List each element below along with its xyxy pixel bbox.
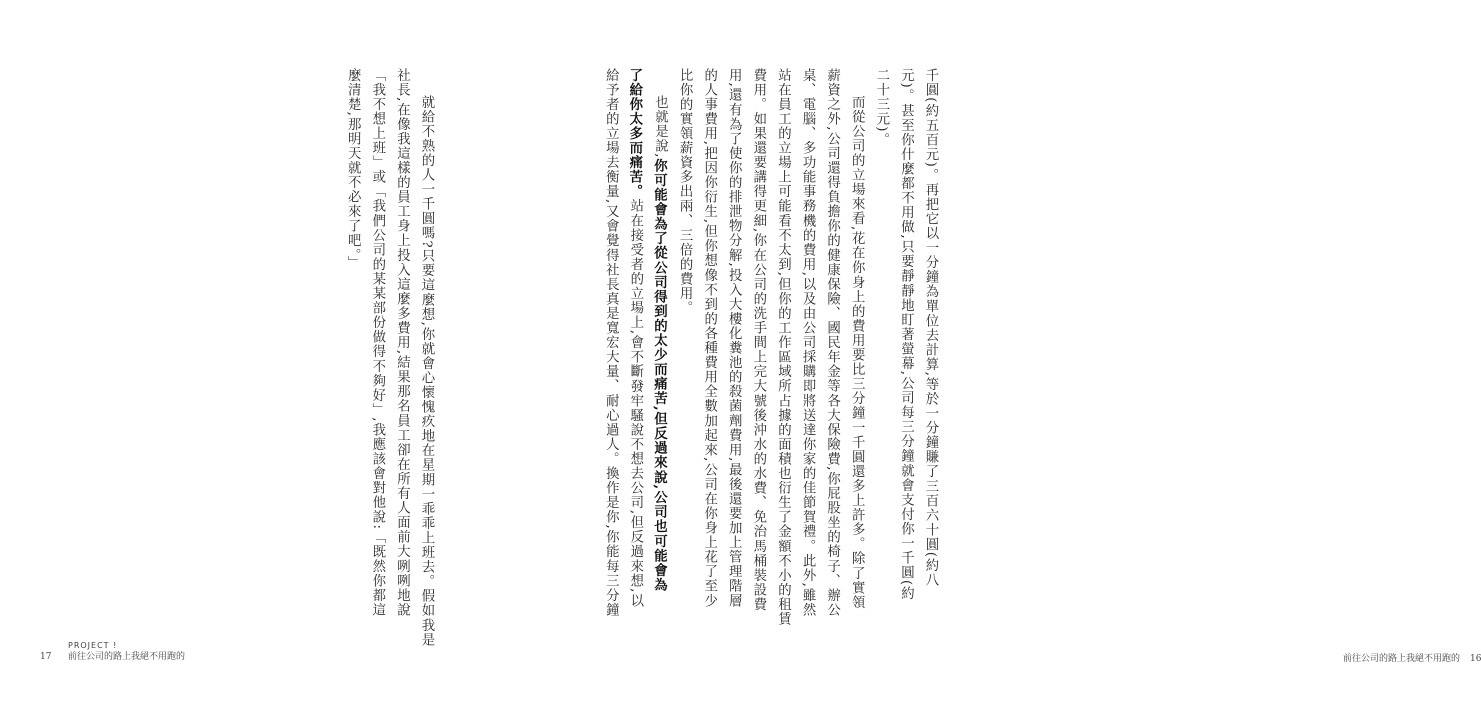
body-line-emphasis bbox=[647, 68, 672, 628]
body-line: 薪資之外,公司還得負擔你的健康保險、國民年金等各大保險費,你屁股坐的椅子、辦公 bbox=[824, 68, 840, 618]
body-line: 的人事費用,把因你衍生,但你想像不到的各種費用全數加起來,公司在你身上花了至少 bbox=[701, 68, 717, 609]
body-text: 也就是說, bbox=[652, 94, 668, 159]
body-line: 二十三元)。 bbox=[873, 68, 889, 148]
running-title: 前往公司的路上我絕不用跑的 bbox=[68, 652, 186, 662]
body-line: 給予者的立場去衡量,又會覺得社長真是寬宏大量、耐心過人。換作是你,你能每三分鐘 bbox=[603, 68, 619, 618]
page-number: 16 bbox=[1470, 654, 1481, 664]
body-line-emphasis bbox=[622, 68, 647, 628]
running-title: 前往公司的路上我絕不用跑的 bbox=[1343, 654, 1461, 664]
body-line: 元)。甚至你什麼都不用做,只要靜靜地盯著螢幕,公司每三分鐘就會支付你一千圓(約 bbox=[898, 68, 914, 601]
body-line: 桌、電腦、多功能事務機的費用,以及由公司採購即將送達你家的佳節賀禮。此外,雖然 bbox=[800, 68, 816, 618]
body-line: 就給不熟的人一千圓嗎?只要這麼想,你就會心懷愧疚地在星期一乖乖上班去。假如我是 bbox=[419, 94, 434, 647]
body-line: 站在員工的立場上可能看不太到,但你的工作區域所占據的面積也衍生了金額不小的租賃 bbox=[775, 68, 791, 627]
body-line: 麼清楚,那明天就不必來了吧。」 bbox=[345, 68, 361, 271]
body-line: 而從公司的立場來看,花在你身上的費用要比三分鐘一千圓還多上許多。除了實領 bbox=[849, 94, 865, 610]
left-page-body bbox=[338, 68, 438, 647]
body-line: 「我不想上班」或「我們公司的某某部份做得不夠好」,我應該會對他說:「既然你都這 bbox=[369, 68, 385, 618]
body-line: 比你的實領薪資多出兩、三倍的費用。 bbox=[677, 68, 693, 316]
left-page bbox=[0, 0, 500, 701]
right-page-body bbox=[603, 68, 942, 628]
emphasis-text: 了給你太多而痛苦。 bbox=[626, 68, 643, 199]
body-line: 用,還有為了使你的排泄物分解,投入大樓化糞池的殺菌劑費用,最後還要加上管理階層 bbox=[726, 68, 742, 609]
project-label: PROJECT ! bbox=[68, 641, 118, 650]
body-line: 費用。如果還要講得更細,你在公司的洗手間上完大號後沖水的水費、免治馬桶裝設費 bbox=[750, 68, 766, 612]
page-number: 17 bbox=[40, 652, 52, 662]
right-page-footer bbox=[1343, 651, 1481, 664]
emphasis-text: 你可能會為了從公司得到的太少而痛苦,但反過來說,公司也可能會為 bbox=[651, 158, 668, 592]
body-line: 社長,在像我這樣的員工身上投入這麼多費用,結果那名員工卻在所有人面前大咧咧地說 bbox=[394, 68, 410, 618]
body-text: 站在接受者的立場上,會不斷發牢騷說不想去公司,但反過來想,以 bbox=[627, 198, 643, 609]
right-page bbox=[500, 0, 1481, 701]
body-line: 千圓(約五百元)。再把它以一分鐘為單位去計算,等於一分鐘賺了三百六十圓(約八 bbox=[923, 68, 938, 588]
